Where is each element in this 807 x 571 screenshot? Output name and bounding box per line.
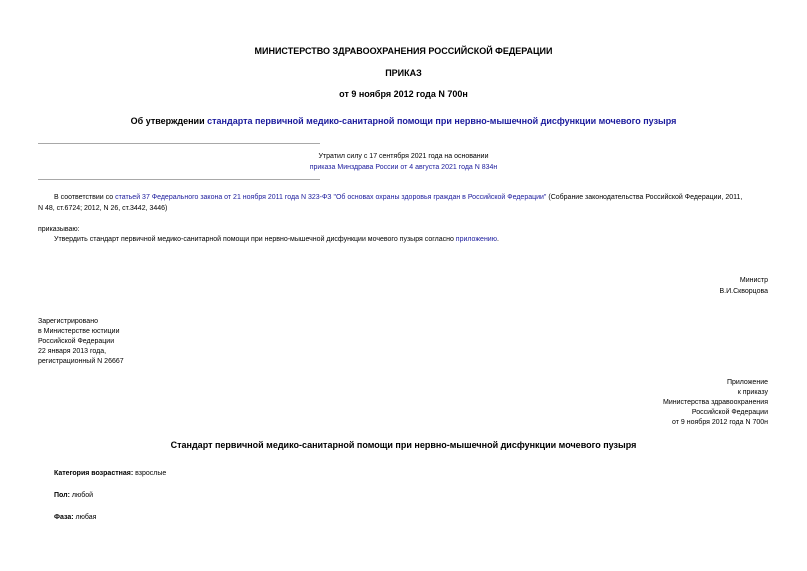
paragraph-basis-line-2: N 48, ст.6724; 2012, N 26, ст.3442, 3446) bbox=[38, 205, 168, 212]
paragraph-basis bbox=[54, 193, 774, 203]
standard-phase-value: любая bbox=[73, 514, 97, 521]
paragraph-approve-prefix: Утвердить стандарт первичной медико-санитарной помощи при нервно-мышечной дисфункции мочевого пузыря согласно bbox=[54, 236, 456, 243]
standard-sex bbox=[54, 491, 93, 501]
standard-phase-label: Фаза: bbox=[54, 514, 74, 521]
law-link[interactable]: статьей 37 Федерального закона от 21 ноября 2011 года N 323-ФЗ "Об основах охраны здоровья граждан в Российской Федерации" bbox=[115, 194, 547, 201]
doc-date-number: от 9 ноября 2012 года N 700н bbox=[339, 89, 468, 99]
standard-sex-label: Пол: bbox=[54, 492, 70, 499]
appendix-line: Приложение bbox=[726, 379, 768, 386]
registration-block bbox=[38, 317, 124, 367]
doc-type: ПРИКАЗ bbox=[385, 68, 422, 78]
appendix-line: Министерства здравоохранения bbox=[663, 399, 768, 406]
doc-title bbox=[0, 116, 807, 126]
notice-bottom-divider bbox=[38, 179, 320, 180]
appendix-link[interactable]: приложению bbox=[455, 236, 497, 243]
notice-line-1: Утратил силу с 17 сентября 2021 года на основании bbox=[318, 153, 489, 160]
standard-title: Стандарт первичной медико-санитарной помощи при нервно-мышечной дисфункции мочевого пузыря bbox=[170, 440, 637, 450]
appendix-line: от 9 ноября 2012 года N 700н bbox=[672, 419, 768, 426]
standard-age bbox=[54, 469, 166, 479]
paragraph-basis-suffix: (Собрание законодательства Российской Федерации, 2011, bbox=[546, 194, 743, 201]
registration-line: Российской Федерации bbox=[38, 338, 115, 345]
registration-line: Зарегистрировано bbox=[38, 318, 98, 325]
notice-line-2 bbox=[0, 163, 807, 173]
paragraph-basis-prefix: В соответствии со bbox=[54, 194, 116, 201]
registration-line: регистрационный N 26667 bbox=[38, 358, 124, 365]
order-word: приказываю: bbox=[38, 226, 80, 233]
signature-role: Министр bbox=[739, 277, 768, 284]
notice-top-divider bbox=[38, 143, 320, 144]
standard-age-label: Категория возрастная: bbox=[54, 470, 134, 477]
standard-sex-value: любой bbox=[69, 492, 94, 499]
ministry-title: МИНИСТЕРСТВО ЗДРАВООХРАНЕНИЯ РОССИЙСКОЙ ФЕДЕРАЦИИ bbox=[254, 46, 553, 56]
doc-title-link[interactable]: стандарта первичной медико-санитарной помощи при нервно-мышечной дисфункции мочевого пузыря bbox=[207, 116, 677, 126]
standard-age-value: взрослые bbox=[133, 470, 167, 477]
standard-phase bbox=[54, 513, 96, 523]
notice-link[interactable]: приказа Минздрава России от 4 августа 2021 года N 834н bbox=[309, 164, 498, 171]
doc-title-prefix: Об утверждении bbox=[130, 116, 208, 126]
registration-line: 22 января 2013 года, bbox=[38, 348, 107, 355]
paragraph-approve-suffix: . bbox=[496, 236, 499, 243]
registration-line: в Министерстве юстиции bbox=[38, 328, 120, 335]
paragraph-approve bbox=[54, 235, 499, 245]
signature-name: В.И.Скворцова bbox=[719, 288, 768, 295]
appendix-block bbox=[560, 378, 768, 428]
appendix-line: к приказу bbox=[737, 389, 768, 396]
appendix-line: Российской Федерации bbox=[691, 409, 768, 416]
